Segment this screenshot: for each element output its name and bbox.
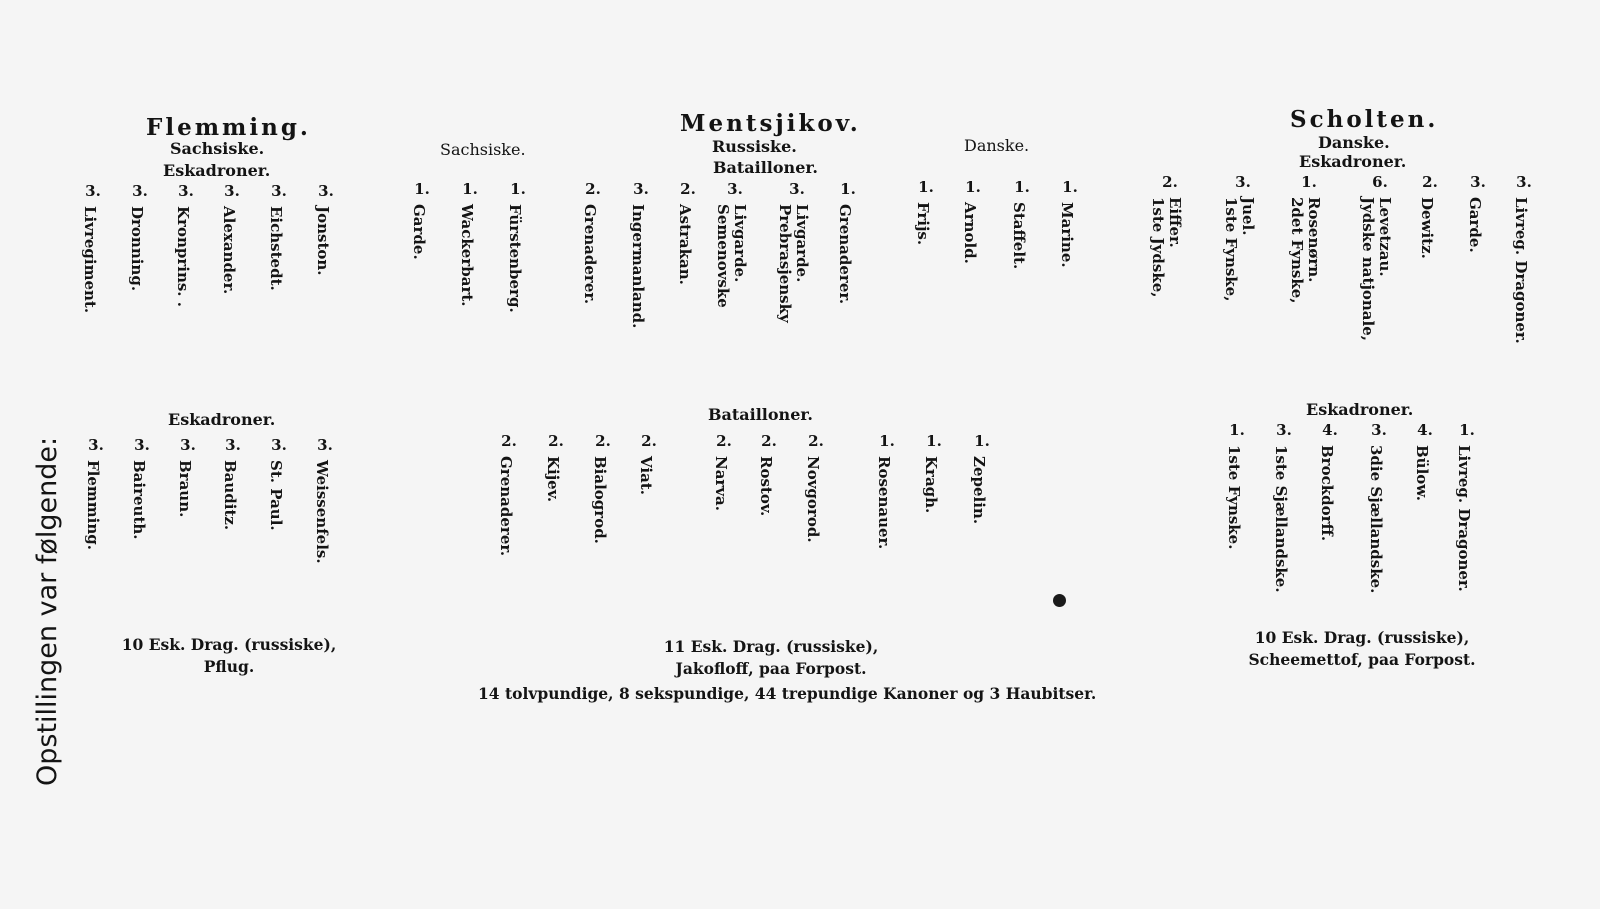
unit-count: 2. <box>501 432 517 450</box>
scholten-sub-danske: Danske. <box>1318 133 1390 152</box>
unit-count: 1. <box>1301 173 1317 191</box>
unit-count: 3. <box>1371 421 1387 439</box>
unit-name: Kronprins. . <box>174 206 192 307</box>
unit-name: Ingermanland. <box>629 204 647 329</box>
unit-name: Jonston. <box>314 206 332 276</box>
unit-name: Grenaderer. <box>497 456 515 557</box>
unit-name: Garde. <box>410 204 428 260</box>
unit-name: Grenaderer. <box>836 204 854 305</box>
unit-count: 4. <box>1417 421 1433 439</box>
mentsjikov-note: 11 Esk. Drag. (russiske), Jakofloff, paa Forpost. <box>663 637 879 678</box>
unit-name: Fürstenberg. <box>506 204 524 313</box>
unit-name: Brockdorff. <box>1318 445 1336 542</box>
unit-name: Prebrasjensky <box>776 204 794 323</box>
scholten-sub-eskadroner: Eskadroner. <box>1299 152 1407 171</box>
unit-count: 3. <box>224 182 240 200</box>
flemming-note: 10 Esk. Drag. (russiske), Pflug. <box>121 635 337 676</box>
unit-name: Jydske natjonale, <box>1359 197 1377 341</box>
unit-name: Eichstedt. <box>267 206 285 291</box>
unit-count: 1. <box>1459 421 1475 439</box>
unit-name: Rostov. <box>757 456 775 517</box>
unit-count: 1. <box>926 432 942 450</box>
unit-count: 1. <box>974 432 990 450</box>
unit-name: Astrakan. <box>676 204 694 285</box>
unit-count: 1. <box>879 432 895 450</box>
artillery-summary: 14 tolvpundige, 8 sekspundige, 44 trepundige Kanoner og 3 Haubitser. <box>478 684 1097 703</box>
unit-count: 3. <box>633 180 649 198</box>
unit-count: 1. <box>1062 178 1078 196</box>
unit-name: Viat. <box>637 456 655 495</box>
unit-name: Arnold. <box>961 202 979 264</box>
unit-count: 2. <box>1422 173 1438 191</box>
unit-name: Kijev. <box>544 456 562 503</box>
unit-name: St. Paul. <box>267 460 285 531</box>
ink-blot <box>1053 594 1066 607</box>
unit-count: 3. <box>132 182 148 200</box>
unit-count: 3. <box>88 436 104 454</box>
unit-count: 3. <box>271 182 287 200</box>
unit-count: 3. <box>1516 173 1532 191</box>
unit-count: 4. <box>1322 421 1338 439</box>
unit-count: 1. <box>965 178 981 196</box>
unit-name: Kragh. <box>922 456 940 514</box>
unit-name: Bauditz. <box>221 460 239 531</box>
unit-count: 3. <box>1235 173 1251 191</box>
unit-name: Livregiment. <box>81 206 99 314</box>
unit-count: 3. <box>317 436 333 454</box>
unit-count: 3. <box>134 436 150 454</box>
unit-name: 1ste Sjællandske. <box>1272 445 1290 593</box>
unit-name: Rosenauer. <box>875 456 893 550</box>
unit-count: 1. <box>918 178 934 196</box>
flemming-heading: Flemming. <box>146 114 311 141</box>
mentsjikov-danske-heading: Danske. <box>964 136 1030 155</box>
unit-count: 2. <box>1162 173 1178 191</box>
unit-name: Wackerbart. <box>458 204 476 307</box>
unit-name: Dronning. <box>128 206 146 292</box>
scholten-heading: Scholten. <box>1290 106 1439 133</box>
unit-name: Garde. <box>1466 197 1484 253</box>
mentsjikov-russiske-heading: Russiske. <box>712 137 797 156</box>
unit-name: 1ste Fynske. <box>1225 445 1243 550</box>
unit-name: Livgarde. <box>793 204 811 283</box>
unit-count: 3. <box>1276 421 1292 439</box>
unit-name: Livreg. Dragoner. <box>1455 445 1473 592</box>
unit-name: Alexander. <box>220 206 238 295</box>
unit-name: Zepelin. <box>970 456 988 525</box>
unit-count: 2. <box>641 432 657 450</box>
unit-count: 1. <box>510 180 526 198</box>
unit-count: 2. <box>595 432 611 450</box>
unit-name: Baireuth. <box>130 460 148 540</box>
unit-name: Rosenørn. <box>1305 197 1323 283</box>
unit-count: 3. <box>178 182 194 200</box>
mentsjikov-sachsiske-heading: Sachsiske. <box>440 140 526 159</box>
unit-name: Novgorod. <box>804 456 822 543</box>
unit-count: 2. <box>680 180 696 198</box>
unit-count: 3. <box>85 182 101 200</box>
unit-count: 3. <box>180 436 196 454</box>
unit-name: 1ste Jydske, <box>1149 197 1167 298</box>
unit-count: 1. <box>414 180 430 198</box>
unit-name: Levetzau. <box>1376 197 1394 277</box>
flemming-sub-sachsiske: Sachsiske. <box>170 139 265 158</box>
unit-name: Juel. <box>1239 197 1257 236</box>
flemming-sub-eskadroner: Eskadroner. <box>163 161 271 180</box>
mentsjikov-row2-heading: Bataillоner. <box>708 405 813 424</box>
unit-name: Livreg. Dragoner. <box>1512 197 1530 344</box>
unit-count: 2. <box>716 432 732 450</box>
unit-count: 3. <box>271 436 287 454</box>
unit-count: 2. <box>761 432 777 450</box>
unit-name: Frijs. <box>914 202 932 246</box>
unit-name: Staffelt. <box>1010 202 1028 270</box>
unit-name: Braun. <box>176 460 194 518</box>
unit-count: 2. <box>585 180 601 198</box>
unit-name: Livgarde. <box>731 204 749 283</box>
scholten-row2-heading: Eskadroner. <box>1306 400 1414 419</box>
unit-name: Bülow. <box>1413 445 1431 501</box>
unit-name: Flemming. <box>84 460 102 550</box>
unit-count: 1. <box>1229 421 1245 439</box>
unit-name: Bialogrod. <box>591 456 609 544</box>
unit-count: 3. <box>318 182 334 200</box>
unit-count: 6. <box>1372 173 1388 191</box>
unit-count: 1. <box>840 180 856 198</box>
scholten-note: 10 Esk. Drag. (russiske), Scheemettof, paa Forpost. <box>1248 628 1476 669</box>
unit-count: 1. <box>1014 178 1030 196</box>
unit-count: 2. <box>808 432 824 450</box>
unit-name: Narva. <box>712 456 730 511</box>
side-title: Opstillingen var følgende: <box>32 436 63 786</box>
flemming-row2-heading: Eskadroner. <box>168 410 276 429</box>
unit-name: Grenaderer. <box>581 204 599 305</box>
unit-name: Marine. <box>1058 202 1076 268</box>
unit-count: 1. <box>462 180 478 198</box>
unit-name: Eiffer. <box>1166 197 1184 248</box>
unit-name: 2det Fynske, <box>1288 197 1306 304</box>
unit-count: 3. <box>789 180 805 198</box>
unit-name: 3die Sjællandske. <box>1367 445 1385 594</box>
unit-name: Semenovske <box>714 204 732 308</box>
mentsjikov-bataillon-heading: Bataillоner. <box>713 158 818 177</box>
unit-count: 3. <box>225 436 241 454</box>
unit-count: 3. <box>727 180 743 198</box>
unit-name: 1ste Fynske, <box>1222 197 1240 302</box>
unit-count: 2. <box>548 432 564 450</box>
unit-name: Dewitz. <box>1418 197 1436 259</box>
mentsjikov-heading: Mentsjikov. <box>680 110 861 137</box>
unit-name: Weissenfels. <box>313 460 331 564</box>
unit-count: 3. <box>1470 173 1486 191</box>
